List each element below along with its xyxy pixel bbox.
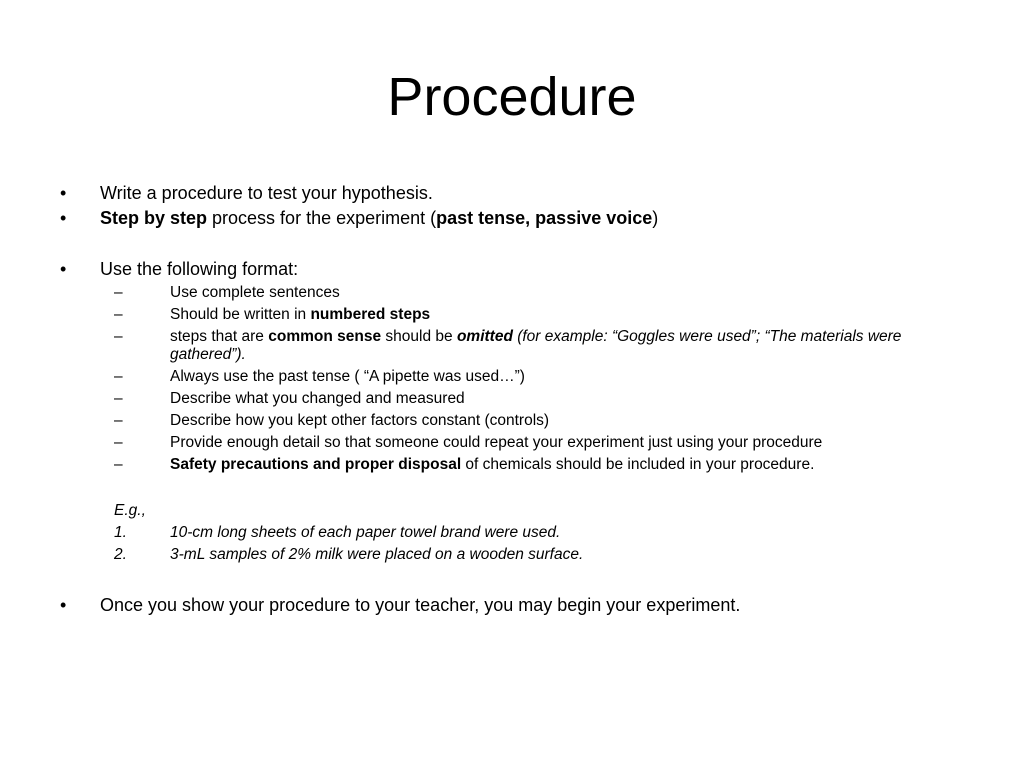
bold-text: numbered steps [310,306,431,323]
bullet-text: Once you show your procedure to your teacher, you may begin your experiment. [100,595,741,615]
plain-text: of chemicals should be included in your procedure. [461,456,815,473]
dash-marker: – [114,328,123,345]
dash-marker: – [114,368,123,385]
sub-item-text: Provide enough detail so that someone could repeat your experiment just using your procedure [170,434,823,451]
bold-italic-text: omitted [456,328,513,345]
plain-text: ) [652,208,659,228]
bullet-text: Write a procedure to test your hypothesis. [100,183,433,203]
example-text: 10-cm long sheets of each paper towel brand were used. [170,524,561,541]
dash-marker: – [114,412,123,429]
bullet-marker: • [60,595,67,615]
sub-item-text: Describe how you kept other factors constant (controls) [170,412,550,429]
sub-item-text: Use complete sentences [170,284,340,301]
dash-marker: – [114,306,123,323]
example-text: 3-mL samples of 2% milk were placed on a wooden surface. [170,546,584,563]
example-number: 1. [114,524,127,541]
italic-text: (for example: “Goggles were used”; “The materials were gathered”). [170,328,902,363]
sub-item-text [170,306,970,324]
bullet-text [100,207,980,229]
sub-item-text: Describe what you changed and measured [170,390,465,407]
bullet-marker: • [60,259,67,279]
bullet-marker: • [60,183,67,203]
plain-text: Should be written in [170,306,311,323]
slide-title: Procedure [387,67,637,127]
bold-text: past tense, passive voice [436,208,653,228]
bullet-marker: • [60,208,67,228]
plain-text: steps that are [170,328,269,345]
example-number: 2. [114,546,127,563]
sub-item-text [170,328,970,364]
sub-item-text [170,456,970,474]
dash-marker: – [114,456,123,473]
bold-text: common sense [268,328,382,345]
bullet-text: Use the following format: [100,259,299,279]
dash-marker: – [114,434,123,451]
sub-item-text: Always use the past tense ( “A pipette was used…”) [170,368,525,385]
plain-text: process for the experiment ( [207,208,437,228]
plain-text: should be [381,328,457,345]
dash-marker: – [114,284,123,301]
bold-text: Safety precautions and proper disposal [170,456,462,473]
example-label: E.g., [114,502,146,519]
dash-marker: – [114,390,123,407]
bold-text: Step by step [100,208,208,228]
